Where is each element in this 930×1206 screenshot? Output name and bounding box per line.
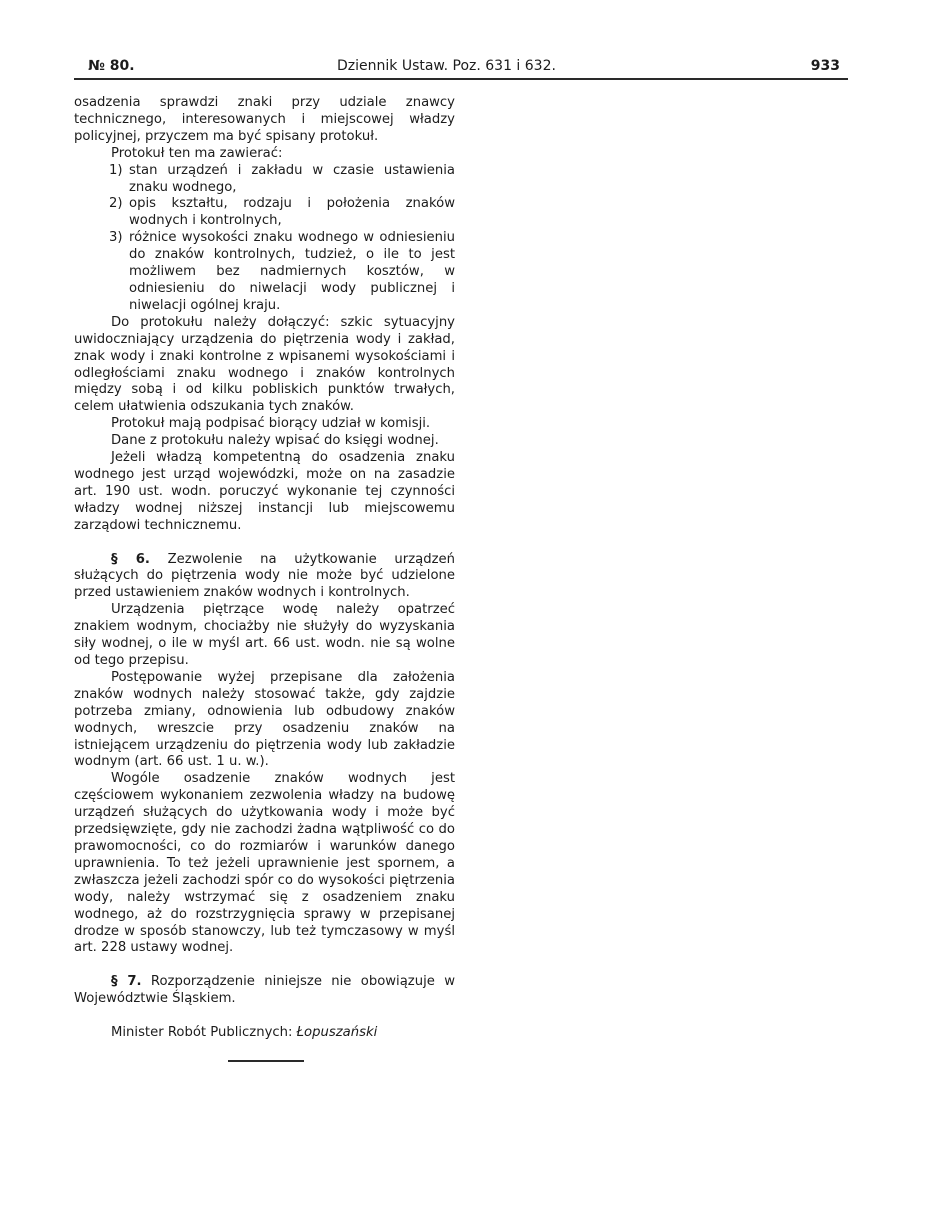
list-text: stan urządzeń i zakładu w czasie ustawienia znaku wodnego, [129,162,455,195]
section-6 [74,552,455,603]
paragraph: Do protokułu należy dołączyć: szkic sytuacyjny uwidoczniający urządzenia do piętrzenia wody i zakład, znak wody i znaki kontrolne z wpisanemi wysokościami i odległościami znaku wodnego i znaków kontrolnych między sobą i od kilku pobliskich punktów trwałych, celem ułatwienia odszukania tych znaków. [74,314,455,415]
page-header [74,58,840,78]
list-text: opis kształtu, rodzaju i położenia znaków wodnych i kontrolnych, [129,196,455,229]
list-item [74,230,455,315]
section-number: § 7. [111,974,142,990]
paragraph: Postępowanie wyżej przepisane dla założenia znaków wodnych należy stosować także, gdy zajdzie potrzeba zmiany, odnowienia lub odbudowy znaków wodnych, wreszcie przy osadzeniu znaków na istniejącem urządzeniu do piętrzenia wody lub zakładzie wodnym (art. 66 ust. 1 u. w.). [74,669,455,770]
paragraph: Protokuł ten ma zawierać: [111,145,283,161]
list-number: 2) [109,196,123,212]
section-number: § 6. [111,551,150,567]
signature-title: Minister Robót Publicznych: [111,1025,293,1041]
paragraph: Jeżeli władzą kompetentną do osadzenia znaku wodnego jest urząd wojewódzki, może on na zasadzie art. 190 ust. wodn. poruczyć wykonanie tej czynności władzy wodnej niższej instancji lub miejscowemu zarządowi technicznemu. [74,450,455,533]
paragraph: Urządzenia piętrzące wodę należy opatrzeć znakiem wodnym, chociażby nie służyły do wyzyskania siły wodnej, o ile w myśl art. 66 ust. wodn. nie są wolne od tego przepisu. [74,602,455,668]
journal-title: Dziennik Ustaw. Poz. 631 i 632. [337,58,556,74]
closing-rule [228,1060,304,1062]
header-rule [74,78,848,80]
list-item [74,196,455,230]
section-text: Zezwolenie na użytkowanie urządzeń służących do piętrzenia wody nie może być udzielone przed ustawieniem znaków wodnych i kontrolnych. [74,551,455,601]
section-7 [74,974,455,1008]
issue-number: № 80. [88,58,135,74]
text-column [74,95,455,1042]
paragraph: Protokuł mają podpisać biorący udział w komisji. [111,416,431,432]
list-number: 3) [109,230,123,246]
paragraph: Dane z protokułu należy wpisać do księgi wodnej. [111,433,439,449]
paragraph: osadzenia sprawdzi znaki przy udziale znawcy technicznego, interesowanych i miejscowej władzy policyjnej, przyczem ma być spisany protokuł. [74,95,455,144]
paragraph: Wogóle osadzenie znaków wodnych jest częściowem wykonaniem zezwolenia władzy na budowę urządzeń służących do użytkowania wody i może być przedsięwzięte, gdy nie zachodzi żadna wątpliwość co do prawomocności, co do rozmiarów i warunków danego uprawnienia. To też jeżeli uprawnienie jest spornem, a zwłaszcza jeżeli zachodzi spór co do wysokości piętrzenia wody, należy wstrzymać się z osadzeniem znaku wodnego, aż do rozstrzygnięcia sprawy w przepisanej drodze w sposób stanowczy, lub też tymczasowy w myśl art. 228 ustawy wodnej. [74,771,455,956]
list-text: różnice wysokości znaku wodnego w odniesieniu do znaków kontrolnych, tudzież, o ile to jest możliwem bez nadmiernych kosztów, w odniesieniu do niwelacji wody publicznej i niwelacji ogólnej kraju. [129,230,455,313]
section-text: Rozporządzenie niniejsze nie obowiązuje w Województwie Śląskiem. [74,974,455,1007]
signature-name: Łopuszański [296,1025,378,1041]
list-number: 1) [109,162,123,178]
list-item [74,163,455,197]
page-number: 933 [810,58,840,74]
signature [74,1025,455,1042]
